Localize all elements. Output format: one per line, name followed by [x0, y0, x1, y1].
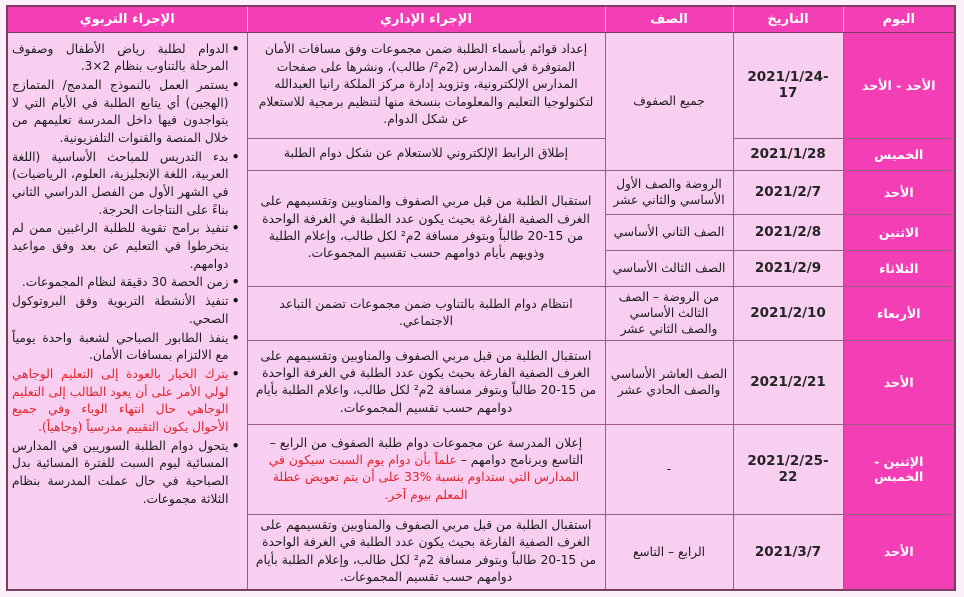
day-cell: الأحد	[843, 514, 955, 589]
date-cell	[733, 286, 843, 340]
admin-text: إعلان المدرسة عن مجموعات دوام طلبة الصفوف من الرابع – التاسع وبرنامج دوامهم –	[269, 435, 584, 467]
date-cell	[733, 138, 843, 170]
day-cell: الاثنين	[843, 214, 955, 250]
admin-procedure-cell: انتظام دوام الطلبة بالتناوب ضمن مجموعات تضمن التباعد الاجتماعي.	[247, 286, 605, 340]
admin-red-note: علماً بأن دوام يوم السبت سيكون في المدارس التي ستداوم بنسبة %33 على أن يتم تعويض عطلة المعلم بيوم آخر.	[268, 452, 580, 502]
table-row	[7, 32, 955, 138]
column-header-admin-procedure: الإجراء الإداري	[247, 6, 605, 32]
date-value: 2021/2/7	[754, 184, 822, 200]
edu-bullet: • تنفيذ الأنشطة التربوية وفق البروتوكول الصحي.	[12, 293, 241, 328]
day-cell: الأربعاء	[843, 286, 955, 340]
grade-cell: الصف الثاني الأساسي	[605, 214, 733, 250]
grade-cell: الرابع – التاسع	[605, 514, 733, 589]
date-cell	[733, 514, 843, 589]
date-cell	[733, 32, 843, 138]
date-cell	[733, 214, 843, 250]
column-header-date: التاريخ	[733, 6, 843, 32]
admin-procedure-cell: استقبال الطلبة من قبل مربي الصفوف والمناوبين وتقسيمهم على الغرف الصفية الفارغة بحيث يكون عدد الطلبة في الغرفة الواحدة من 15-20 طالباً وبتوفر مسافة 2م² لكل طالب، وإعلام الطلبة وذويهم بأيام دوامهم حسب تقسيم المجموعات.	[247, 170, 605, 286]
school-attendance-schedule-table	[6, 5, 956, 591]
edu-bullet: • يتحول دوام الطلبة السوريين في المدارس المسائية ليوم السبت للفترة المسائية بدل الصباحية في حال عملت المدرسة بنظام الثلاثة مجموعات.	[12, 438, 241, 509]
date-value: 2021/1/24-17	[747, 69, 829, 101]
date-cell	[733, 250, 843, 286]
grade-cell: من الروضة – الصف الثالث الأساسي والصف الثاني عشر	[605, 286, 733, 340]
edu-bullet: • يستمر العمل بالنموذج المدمج/ المتمازج (الهجين) أي يتابع الطلبة في الأيام التي لا يتواجدون فيها داخل المدرسة تعليمهم من خلال المنصة والقنوات التلفزيونية.	[12, 77, 241, 148]
admin-procedure-cell: إعداد قوائم بأسماء الطلبة ضمن مجموعات وفق مسافات الأمان المتوفرة في المدارس (2م²/ طالب)، ونشرها على صفحات المدارس الإلكترونية، وتزويد إدارة مركز الملكة رانيا العبدالله لتكنولوجيا التعليم والمعلومات بنسخة منها لتنظيم برمجية للاستعلام عن شكل الدوام.	[247, 32, 605, 138]
date-cell	[733, 340, 843, 424]
admin-procedure-cell: إطلاق الرابط الإلكتروني للاستعلام عن شكل دوام الطلبة	[247, 138, 605, 170]
day-cell: الخميس	[843, 138, 955, 170]
column-header-day: اليوم	[843, 6, 955, 32]
edu-bullet: • بدء التدريس للمباحث الأساسية (اللغة العربية، اللغة الإنجليزية، العلوم، الرياضيات) في الشهر الأول من الفصل الدراسي الثاني بناءً على النتاجات الحرجة.	[12, 149, 241, 220]
day-cell: الإثنين - الخميس	[843, 424, 955, 514]
edu-bullet: • تنفيذ برامج تقوية للطلبة الراغبين ممن لم ينخرطوا في التعليم عن بعد وفق مواعيد دوامهم.	[12, 220, 241, 273]
date-value: 2021/2/10	[750, 305, 826, 322]
educational-procedure-cell	[7, 32, 247, 590]
date-value: 2021/2/8	[754, 224, 822, 240]
day-cell: الأحد - الأحد	[843, 32, 955, 138]
date-value: 2021/2/25-22	[747, 453, 829, 486]
edu-bullet: • يترك الخيار بالعودة إلى التعليم الوجاهي لولي الأمر على أن يعود الطالب إلى التعليم الوجاهي حال انتهاء الوباء وفي جميع الأحوال يكون التقييم مدرسياً (وجاهياً).	[12, 366, 241, 437]
date-value: 2021/3/7	[754, 543, 822, 560]
admin-procedure-cell: استقبال الطلبة من قبل مربي الصفوف والمناوبين وتقسيمهم على الغرف الصفية الفارغة بحيث يكون عدد الطلبة في الغرفة الواحدة من 15-20 طالباً وبتوفر مسافة 2م² لكل طالب، وإعلام الطلبة بأيام دوامهم حسب تقسيم المجموعات.	[247, 514, 605, 589]
edu-bullet: • الدوام لطلبة رياض الأطفال وصفوف المرحلة بالتناوب بنظام ‎3×2‎.	[12, 41, 241, 76]
edu-bullet-list	[12, 41, 241, 509]
grade-cell: جميع الصفوف	[605, 32, 733, 170]
day-cell: الأحد	[843, 170, 955, 214]
edu-bullet: • زمن الحصة 30 دقيقة لنظام المجموعات.	[12, 274, 241, 292]
grade-cell: الصف العاشر الأساسي والصف الحادي عشر	[605, 340, 733, 424]
grade-cell: الروضة والصف الأول الأساسي والثاني عشر	[605, 170, 733, 214]
column-header-educational-procedure: الإجراء التربوي	[7, 6, 247, 32]
grade-cell: الصف الثالث الأساسي	[605, 250, 733, 286]
edu-bullet: • ينفذ الطابور الصباحي لشعبة واحدة يومياً مع الالتزام بمسافات الأمان.	[12, 330, 241, 365]
date-cell	[733, 170, 843, 214]
date-cell	[733, 424, 843, 514]
column-header-grade: الصف	[605, 6, 733, 32]
date-value: 2021/2/9	[754, 260, 822, 276]
grade-cell: -	[605, 424, 733, 514]
date-value: 2021/1/28	[750, 146, 826, 162]
admin-procedure-cell	[247, 424, 605, 514]
day-cell: الأحد	[843, 340, 955, 424]
day-cell: الثلاثاء	[843, 250, 955, 286]
date-value: 2021/2/21	[750, 374, 826, 391]
header-row	[7, 6, 955, 32]
admin-procedure-cell: استقبال الطلبة من قبل مربي الصفوف والمناوبين وتقسيمهم على الغرف الصفية الفارغة بحيث يكون عدد الطلبة في الغرفة الواحدة من 15-20 طالباً وبتوفر مسافة 2م² لكل طالب، واعلام الطلبة بأيام دوامهم حسب تقسيم المجموعات.	[247, 340, 605, 424]
